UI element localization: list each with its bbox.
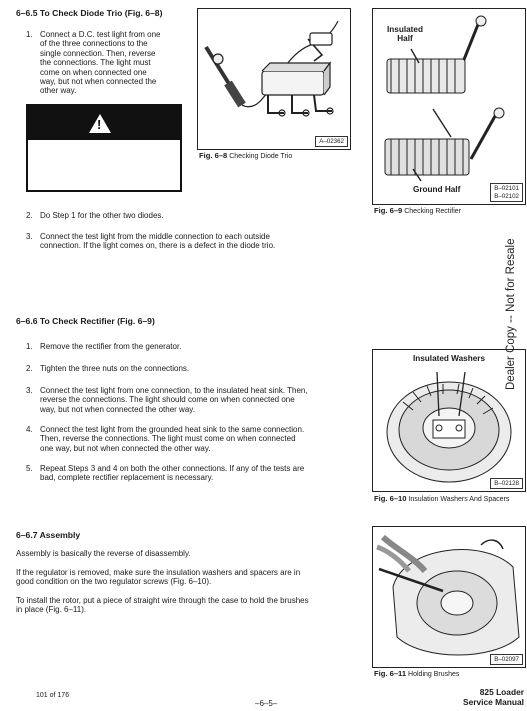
text-line: Connect a D.C. test light from one: [40, 30, 161, 39]
warning-header: [28, 106, 180, 140]
text-line: Insulated: [387, 25, 423, 34]
label-ground-half: Ground Half: [413, 185, 461, 194]
step-rectifier-2: Tighten the three nuts on the connections.: [40, 364, 190, 373]
text-line: connection. If the light comes on, there is a defect in the diode trio.: [40, 241, 276, 251]
label-insulated-washers: Insulated Washers: [412, 354, 486, 363]
text-line: in place (Fig. 6–11).: [16, 605, 87, 615]
assembly-para-3: [16, 596, 309, 615]
step-rectifier-5: [40, 464, 304, 483]
figure-caption-6-9: [374, 206, 461, 215]
caption-text: Holding Brushes: [408, 671, 460, 678]
figure-code: A–02362: [315, 136, 348, 148]
text-line: 825 Loader: [479, 687, 524, 697]
warning-triangle-icon: !: [89, 114, 111, 133]
caption-number: Fig. 6–8: [199, 151, 228, 160]
text-line: other way.: [40, 86, 77, 96]
step-rectifier-4: [40, 425, 304, 453]
figure-caption-6-8: [199, 151, 292, 160]
text-line: way, but not when connected the other way.: [40, 404, 195, 414]
footer-page-number: –6–5–: [255, 699, 278, 708]
section-title-diode-trio: 6–6.5 To Check Diode Trio (Fig. 6–8): [16, 8, 163, 18]
text-line: the connections. The light must: [40, 58, 151, 68]
text-line: Connect the test light from the middle connection to each outside: [40, 232, 270, 241]
text-line: of the three connections to the: [40, 39, 148, 49]
assembly-para-2: [16, 568, 300, 587]
text-line: Half: [397, 34, 413, 43]
text-line: reverse the connections. The light should come on when connected one: [40, 395, 295, 405]
step-number: 3.: [26, 232, 33, 241]
text-line: way, but not when connected the: [40, 77, 157, 87]
caption-number: Fig. 6–10: [374, 494, 407, 503]
warning-box: [26, 104, 182, 192]
text-line: single connection. Then, reverse: [40, 48, 156, 58]
text-line: Connect the test light from one connection, to the insulated heat sink. Then,: [40, 386, 308, 395]
text-line: Repeat Steps 3 and 4 on both the other connections. If any of the tests are: [40, 464, 305, 473]
caption-text: Checking Diode Trio: [229, 153, 293, 160]
caption-number: Fig. 6–9: [374, 206, 403, 215]
text-line: Connect the test light from the grounded heat sink to the same connection.: [40, 425, 305, 434]
diode-trio-illustration: [198, 9, 350, 149]
label-insulated-half: [387, 25, 423, 43]
text-line: Service Manual: [463, 696, 524, 707]
figure-insulation-washers: [372, 349, 526, 492]
section-title-assembly: 6–6.7 Assembly: [16, 530, 81, 540]
figure-caption-6-10: [374, 494, 509, 503]
alternator-washers-illustration: [373, 350, 525, 491]
text-line: Then, reverse the connections. The light must come on when connected: [40, 434, 296, 444]
step-rectifier-1: Remove the rectifier from the generator.: [40, 342, 182, 351]
figure-code: B–02097: [490, 654, 523, 666]
text-line: To install the rotor, put a piece of straight wire through the case to hold the brushes: [16, 596, 309, 605]
step-diode-1: [40, 30, 161, 96]
step-number: 2.: [26, 364, 33, 373]
caption-text: Insulation Washers And Spacers: [408, 496, 510, 503]
warning-code: [28, 143, 180, 147]
text-line: B–02101: [494, 185, 519, 192]
step-rectifier-3: [40, 386, 308, 414]
step-number: 1.: [26, 30, 33, 39]
dealer-copy-watermark: Dealer Copy -- Not for Resale: [505, 238, 517, 390]
step-diode-2: Do Step 1 for the other two diodes.: [40, 211, 164, 220]
text-line: good condition on the two regulator screws (Fig. 6–10).: [16, 577, 212, 587]
figure-diode-trio: [197, 8, 351, 150]
holding-brushes-illustration: [373, 527, 525, 667]
figure-rectifier: [372, 8, 526, 205]
caption-number: Fig. 6–11: [374, 669, 407, 678]
text-line: B–02102: [494, 192, 519, 200]
step-diode-3: [40, 232, 275, 251]
step-number: 4.: [26, 425, 33, 434]
assembly-para-1: Assembly is basically the reverse of disassembly.: [16, 549, 191, 558]
footer-page-count: 101 of 176: [36, 692, 70, 699]
step-number: 2.: [26, 211, 33, 220]
step-number: 5.: [26, 464, 33, 473]
figure-code: [490, 183, 523, 202]
figure-code: B–02128: [490, 478, 523, 490]
figure-holding-brushes: [372, 526, 526, 668]
text-line: If the regulator is removed, make sure the insulation washers and spacers are in: [16, 568, 301, 577]
text-line: bad, complete rectifier replacement is necessary.: [40, 473, 214, 483]
step-number: 3.: [26, 386, 33, 395]
text-line: come on when connected one: [40, 67, 147, 77]
footer-manual-title: [454, 688, 524, 707]
section-title-rectifier: 6–6.6 To Check Rectifier (Fig. 6–9): [16, 316, 155, 326]
caption-text: Checking Rectifier: [404, 208, 462, 215]
text-line: one way, but not when connected the other way.: [40, 443, 211, 453]
figure-caption-6-11: [374, 669, 459, 678]
step-number: 1.: [26, 342, 33, 351]
